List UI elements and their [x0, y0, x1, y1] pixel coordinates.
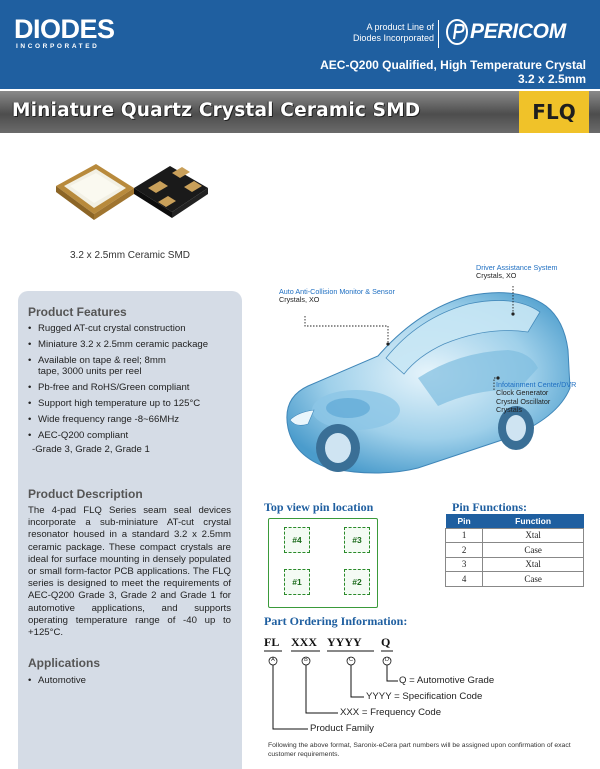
application-item: • Automotive: [28, 675, 86, 686]
description-text: The 4-pad FLQ Series seam seal devices incorporate a sub-miniature AT-cut crystal resonator housed in a standard 3.2 x 2.5mm ceramic package. These compact crystals are ideal for surface mounting in densely populated or small form-factor PCB applications. The FLQ series is designed to meet the requirements of AEC-Q200 Grade 3, Grade 2 and Grade 1 for automotive applications, and supports operating temperature range of -40 up to +125°C.: [28, 505, 231, 639]
crystal-top-view: [56, 164, 134, 220]
logo-divider: [438, 20, 439, 48]
diodes-logo-sub: INCORPORATED: [16, 43, 100, 50]
table-row: 1 Xtal: [446, 528, 584, 543]
pin-functions-table: [445, 514, 584, 587]
pericom-mark-icon: [446, 19, 468, 45]
callout-infotainment: Infotainment Center/DVR Clock Generator Crystal Oscillator Crystals: [496, 380, 577, 415]
callout-driver-assist: Driver Assistance System Crystals, XO: [476, 263, 558, 281]
part-ordering-heading: Part Ordering Information:: [264, 614, 408, 628]
pad-4: #4: [284, 527, 310, 553]
description-heading: Product Description: [28, 487, 143, 501]
title-bar: [0, 91, 600, 133]
table-row: 2 Case: [446, 543, 584, 558]
feature-item: • Support high temperature up to 125°C: [28, 398, 238, 409]
ordering-line-q: Q = Automotive Grade: [399, 675, 495, 686]
header-subtitle: AEC-Q200 Qualified, High Temperature Crystal 3.2 x 2.5mm: [320, 58, 586, 86]
car-illustration: [268, 278, 590, 480]
feature-item: • Available on tape & reel; 8mm tape, 3000 units per reel: [28, 355, 178, 377]
features-heading: Product Features: [28, 305, 127, 319]
crystal-product-image: [48, 158, 213, 230]
code-part-fl: FL: [264, 635, 280, 649]
applications-list: [28, 675, 86, 686]
table-row: 4 Case: [446, 572, 584, 587]
page-title: Miniature Quartz Crystal Ceramic SMD: [12, 100, 421, 121]
code-part-xxx: XXX: [291, 635, 317, 649]
marker-a-label: A: [271, 657, 275, 663]
code-part-q: Q: [381, 635, 391, 649]
callout-anti-collision: Auto Anti-Collision Monitor & Sensor Crystals, XO: [279, 287, 395, 305]
pericom-logo: PERICOM: [470, 20, 566, 43]
pin-location-heading: Top view pin location: [264, 500, 374, 514]
feature-item: • Rugged AT-cut crystal construction: [28, 323, 238, 334]
feature-item: • Pb-free and RoHS/Green compliant: [28, 382, 238, 393]
feature-item: • Wide frequency range -8~66MHz: [28, 414, 238, 425]
feature-grades: -Grade 3, Grade 2, Grade 1: [32, 444, 150, 455]
table-row: 3 Xtal: [446, 557, 584, 572]
applications-heading: Applications: [28, 656, 101, 670]
pin-functions-heading: Pin Functions:: [452, 500, 528, 514]
ordering-line-xxx: XXX = Frequency Code: [340, 707, 442, 718]
pad-2: #2: [344, 569, 370, 595]
column-header: Pin: [446, 514, 483, 528]
ordering-note: Following the above format, Saronix-eCera part numbers will be assigned upon confirmation of exact customer requirements.: [268, 742, 571, 758]
ordering-line-family: Product Family: [310, 723, 374, 734]
pad-1: #1: [284, 569, 310, 595]
marker-d-label: D: [385, 657, 389, 663]
code-part-yyyy: YYYY: [327, 635, 362, 649]
image-caption: 3.2 x 2.5mm Ceramic SMD: [70, 250, 191, 261]
crystal-bottom-view: [134, 166, 208, 218]
pin-location-diagram: [268, 518, 378, 608]
left-info-panel: [18, 291, 242, 769]
product-line-text: A product Line of Diodes Incorporated: [352, 22, 434, 43]
marker-c-label: C: [349, 657, 353, 663]
features-list: [28, 323, 238, 460]
pad-3: #3: [344, 527, 370, 553]
marker-b-label: B: [304, 657, 308, 663]
feature-item: • AEC-Q200 compliant: [28, 430, 238, 441]
column-header: Function: [483, 514, 584, 528]
feature-item: • Miniature 3.2 x 2.5mm ceramic package: [28, 339, 238, 350]
series-badge: FLQ: [519, 91, 589, 133]
header-bar: [0, 0, 600, 89]
ordering-line-yyyy: YYYY = Specification Code: [366, 691, 483, 702]
diodes-logo: DIODES: [14, 14, 115, 44]
